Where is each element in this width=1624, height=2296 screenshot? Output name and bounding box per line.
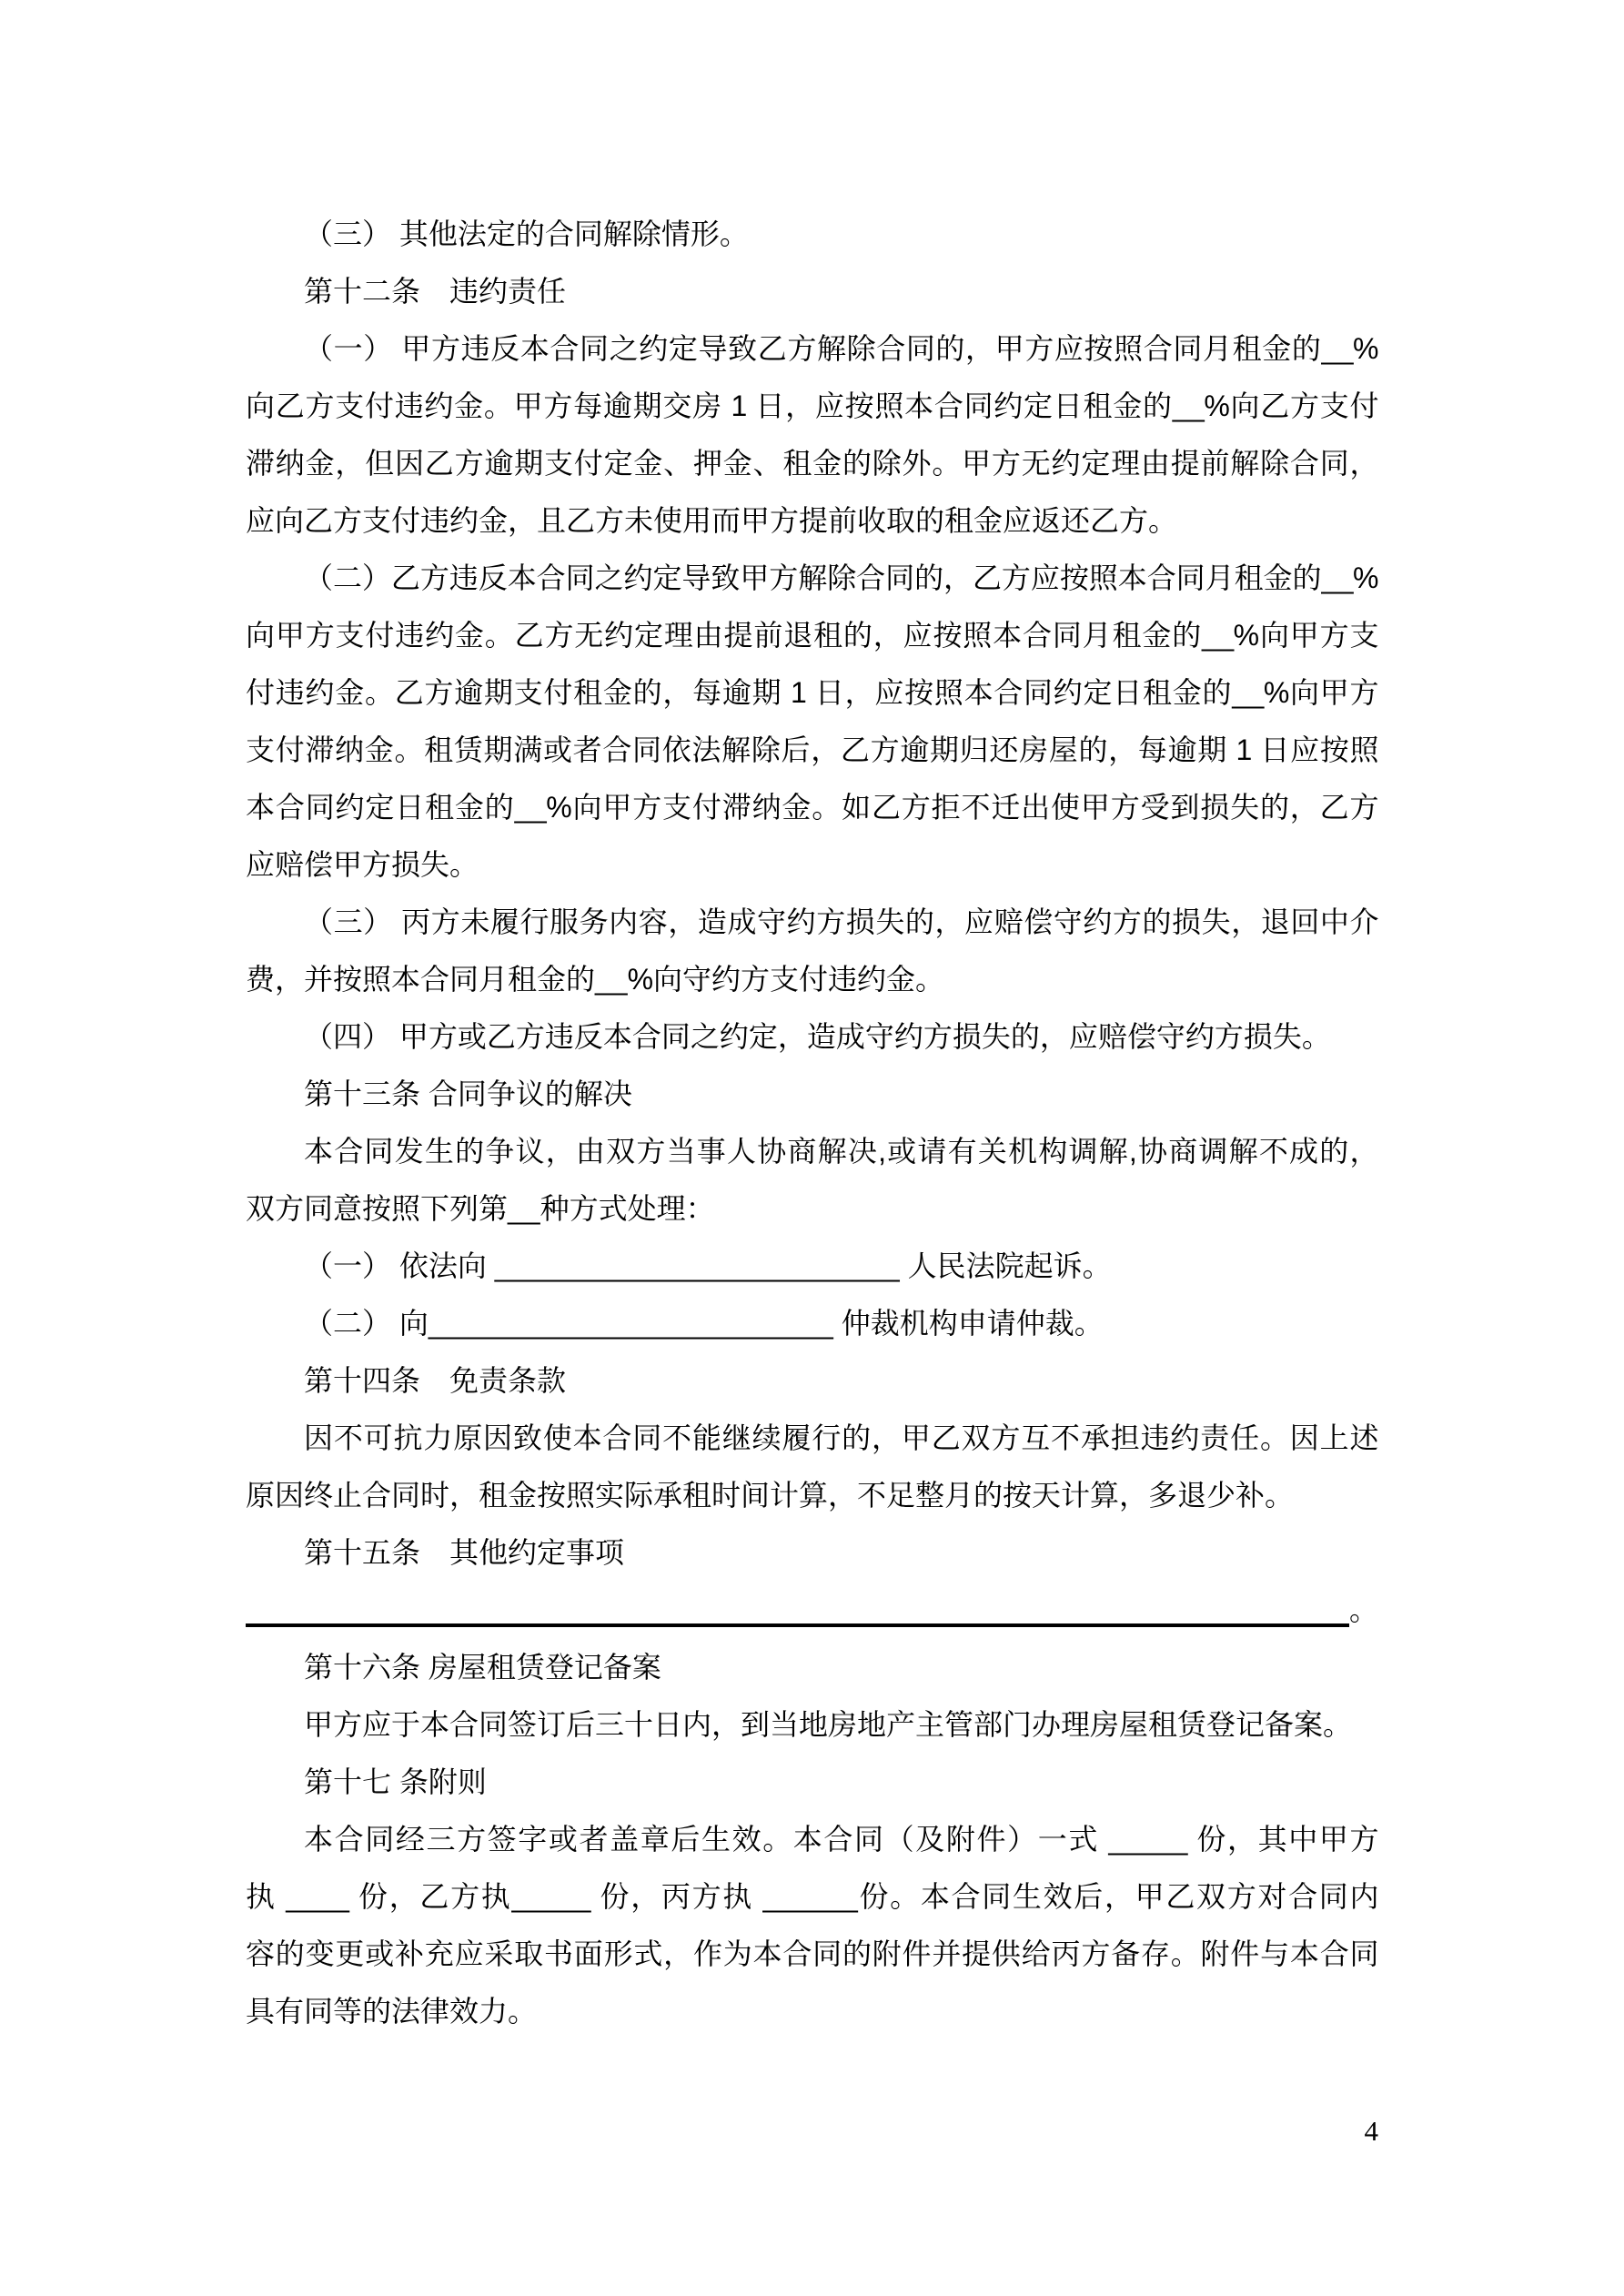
text-line: 第十六条 房屋租赁登记备案 (304, 1651, 661, 1684)
text-line: 第十五条 其他约定事项 (304, 1536, 625, 1569)
text-line: 支付滞纳金。租赁期满或者合同依法解除后，乙方逾期归还房屋的，每逾期 1 日应按照 (246, 733, 1378, 766)
text-line: 付违约金。乙方逾期支付租金的，每逾期 1 日，应按照本合同约定日租金的__%向甲方 (246, 676, 1378, 709)
page-number: 4 (1364, 2115, 1378, 2147)
text-line: 向乙方支付违约金。甲方每逾期交房 1 日，应按照本合同约定日租金的__%向乙方支付 (246, 389, 1378, 422)
rule-end-punctuation: 。 (1348, 1593, 1378, 1626)
text-line: 应赔偿甲方损失。 (246, 848, 479, 881)
text-line: （二）乙方违反本合同之约定导致甲方解除合同的，乙方应按照本合同月租金的__% (304, 561, 1378, 594)
text-line: 滞纳金，但因乙方逾期支付定金、押金、租金的除外。甲方无约定理由提前解除合同， (246, 447, 1378, 480)
text-line: （三） 其他法定的合同解除情形。 (304, 217, 749, 250)
text-line: 双方同意按照下列第__种方式处理： (246, 1192, 715, 1225)
text-line: 第十三条 合同争议的解决 (304, 1077, 632, 1110)
text-line: 原因终止合同时，租金按照实际承租时间计算，不足整月的按天计算，多退少补。 (246, 1479, 1295, 1512)
text-line: 第十七 条附则 (304, 1765, 487, 1798)
blank-underline (246, 1582, 1349, 1627)
text-line: 应向乙方支付违约金，且乙方未使用而甲方提前收取的租金应返还乙方。 (246, 504, 1178, 537)
text-line: （一） 依法向 _________________________ 人民法院起诉。 (304, 1249, 1112, 1282)
text-line: 具有同等的法律效力。 (246, 1995, 538, 2028)
text-line: 因不可抗力原因致使本合同不能继续履行的，甲乙双方互不承担违约责任。因上述 (304, 1421, 1378, 1454)
text-line: 费，并按照本合同月租金的__%向守约方支付违约金。 (246, 963, 945, 996)
text-line: （一） 甲方违反本合同之约定导致乙方解除合同的，甲方应按照合同月租金的__% (304, 332, 1378, 365)
text-line: 本合同发生的争议，由双方当事人协商解决,或请有关机构调解,协商调解不成的， (304, 1135, 1378, 1168)
text-line: （二） 向_________________________ 仲裁机构申请仲裁。 (304, 1307, 1104, 1340)
text-line: 本合同约定日租金的__%向甲方支付滞纳金。如乙方拒不迁出使甲方受到损失的，乙方 (246, 791, 1378, 824)
text-line: 向甲方支付违约金。乙方无约定理由提前退租的，应按照本合同月租金的__%向甲方支 (246, 619, 1378, 652)
text-line: （三） 丙方未履行服务内容，造成守约方损失的，应赔偿守约方的损失，退回中介 (304, 905, 1378, 938)
text-line: 执 ____ 份，乙方执_____ 份，丙方执 ______份。本合同生效后，甲乙双方对合同内 (246, 1880, 1378, 1913)
text-line: 第十四条 免责条款 (304, 1364, 567, 1397)
text-line: 甲方应于本合同签订后三十日内，到当地房地产主管部门办理房屋租赁登记备案。 (304, 1708, 1353, 1741)
contract-body-text (246, 206, 1378, 2040)
text-line: 本合同经三方签字或者盖章后生效。本合同（及附件）一式 _____ 份，其中甲方 (304, 1823, 1378, 1856)
text-line: （四） 甲方或乙方违反本合同之约定，造成守约方损失的，应赔偿守约方损失。 (304, 1020, 1331, 1053)
blank-fill-rule-line (246, 1582, 1378, 1639)
text-line: 容的变更或补充应采取书面形式，作为本合同的附件并提供给丙方备存。附件与本合同 (246, 1937, 1378, 1970)
text-line: 第十二条 违约责任 (304, 275, 567, 308)
